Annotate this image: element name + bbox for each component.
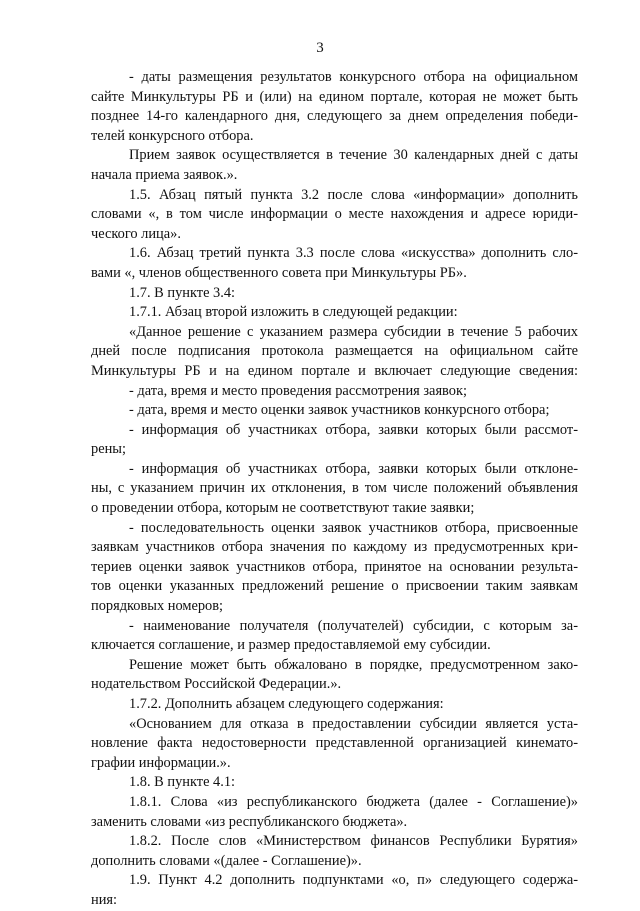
text-line: - дата, время и место проведения рассмотрения заявок;: [129, 382, 467, 399]
text-line: «Данное решение с указанием размера субсидии в течение 5 рабочих: [129, 323, 578, 340]
text-line: 1.7. В пункте 3.4:: [129, 284, 236, 301]
text-line: нодательством Российской Федерации.».: [91, 676, 342, 693]
text-line: телей конкурсного отбора.: [91, 127, 254, 144]
text-line: 1.8.1. Слова «из республиканского бюджета (далее - Соглашение)»: [129, 793, 578, 810]
text-line: дополнить словами «(далее - Соглашение)».: [91, 852, 362, 869]
text-line: новление факта недостоверности представленной организацией кинемато-: [91, 735, 578, 752]
text-line: дней после подписания протокола размещается на официальном сайте: [91, 343, 578, 360]
text-line: - информация об участниках отбора, заявки которых были рассмот-: [129, 421, 578, 438]
text-line: - наименование получателя (получателей) субсидии, с которым за-: [129, 617, 578, 634]
text-line: словами «, в том числе информации о месте нахождения и адресе юриди-: [91, 206, 578, 223]
text-line: 1.9. Пункт 4.2 дополнить подпунктами «о, п» следующего содержа-: [129, 872, 578, 889]
text-line: ческого лица».: [91, 225, 181, 242]
text-line: о проведении отбора, которым не соответствуют такие заявки;: [91, 500, 475, 517]
text-line: заменить словами «из республиканского бюджета».: [91, 813, 408, 830]
text-line: - дата, время и место оценки заявок участников конкурсного отбора;: [129, 402, 550, 419]
page-number: 3: [316, 40, 324, 56]
text-line: 1.5. Абзац пятый пункта 3.2 после слова «информации» дополнить: [129, 186, 578, 203]
text-line: позднее 14-го календарного дня, следующего за днем определения победи-: [91, 108, 578, 125]
text-line: «Основанием для отказа в предоставлении субсидии является уста-: [129, 715, 578, 732]
text-line: заявкам участников отбора значения по каждому из предусмотренных кри-: [91, 539, 578, 556]
text-line: - информация об участниках отбора, заявки которых были отклоне-: [129, 460, 578, 477]
text-line: ния:: [91, 891, 118, 908]
text-line: рены;: [91, 441, 126, 458]
text-line: - даты размещения результатов конкурсного отбора на официальном: [129, 69, 578, 85]
text-line: порядковых номеров;: [91, 598, 224, 615]
text-line: Решение может быть обжаловано в порядке, предусмотренном зако-: [129, 656, 578, 673]
text-line: тов оценки указанных предложений решение о присвоении таким заявкам: [91, 578, 578, 595]
text-line: графии информации.».: [91, 754, 231, 771]
text-line: ключается соглашение, и размер предоставляемой ему субсидии.: [91, 637, 491, 654]
text-line: - последовательность оценки заявок участников отбора, присвоенные: [129, 519, 578, 536]
text-line: ны, с указанием причин их отклонения, в том числе положений объявления: [91, 480, 578, 497]
text-line: териев оценки заявок участников отбора, принятое на основании результа-: [91, 558, 578, 575]
text-line: вами «, членов общественного совета при Минкультуры РБ».: [91, 264, 467, 281]
text-line: 1.8. В пункте 4.1:: [129, 774, 236, 791]
text-line: 1.6. Абзац третий пункта 3.3 после слова «искусства» дополнить сло-: [129, 245, 578, 262]
text-line: 1.8.2. После слов «Министерством финансов Республики Бурятия»: [129, 833, 578, 850]
text-line: 1.7.1. Абзац второй изложить в следующей редакции:: [129, 304, 458, 321]
text-line: начала приема заявок.».: [91, 166, 238, 183]
text-line: 1.7.2. Дополнить абзацем следующего содержания:: [129, 696, 444, 712]
text-line: сайте Минкультуры РБ и (или) на едином портале, которая не может быть: [91, 88, 578, 105]
document-body: [91, 68, 578, 911]
text-line: Прием заявок осуществляется в течение 30 календарных дней с даты: [129, 147, 578, 164]
text-line: Минкультуры РБ и на едином портале и включает следующие сведения:: [91, 362, 578, 379]
